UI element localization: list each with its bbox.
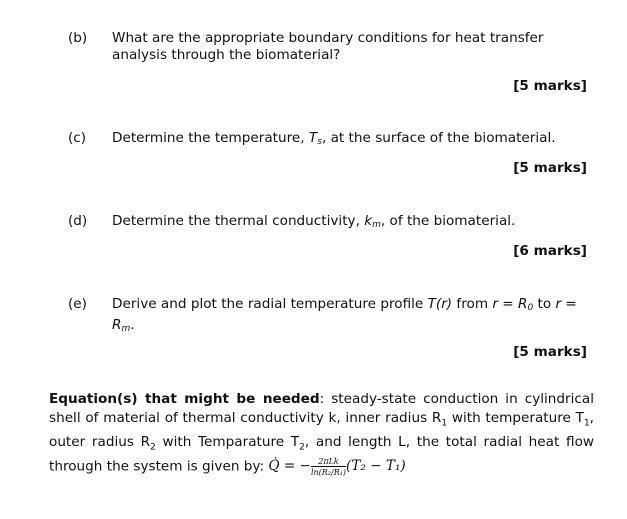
question-label: (b) [68,30,88,46]
question-text: Determine the thermal conductivity, $k_m$, of the biomaterial. [112,213,516,230]
marks-d: [6 marks] [513,243,587,259]
question-text: Derive and plot the radial temperature profile T(r) from $r = R_0$ to r = $R_m$. [112,296,577,334]
heat-flow-equation: Q̇ = − $\frac{\text{2πLk}}{\text{ln(R₂/R₁)}}$ (T₂ − T₁) [268,456,406,477]
marks-b: [5 marks] [513,78,587,94]
var-ts: T [308,130,318,146]
question-label: (e) [68,296,87,312]
question-label: (c) [68,130,87,146]
marks-e: [5 marks] [513,344,587,360]
question-label: (d) [68,213,88,229]
equation-note: Equation(s) that might be needed: steady-state conduction in cylindrical shell of material of thermal conductivity k, inner radius $R_1$ with temperature $T_1$, outer radius $R_2$ with Temparature $T_2$, and length L, the total radial heat flow through the system is given by: Q̇ = − $\frac{\text{2πLk}}{\text{ln(R₂/R₁)}}$ (T₂ − T₁) [49,391,594,477]
equation-heading: Equation(s) that might be needed [49,391,320,407]
marks-c: [5 marks] [513,160,587,176]
question-text: What are the appropriate boundary conditions for heat transfer analysis through the biomaterial? [112,30,544,63]
var-km: k [364,213,373,229]
fraction: $\frac{\text{2πLk}}{\text{ln(R₂/R₁)}}$ [310,456,347,477]
question-text: Determine the temperature, $T_s$, at the surface of the biomaterial. [112,130,556,147]
